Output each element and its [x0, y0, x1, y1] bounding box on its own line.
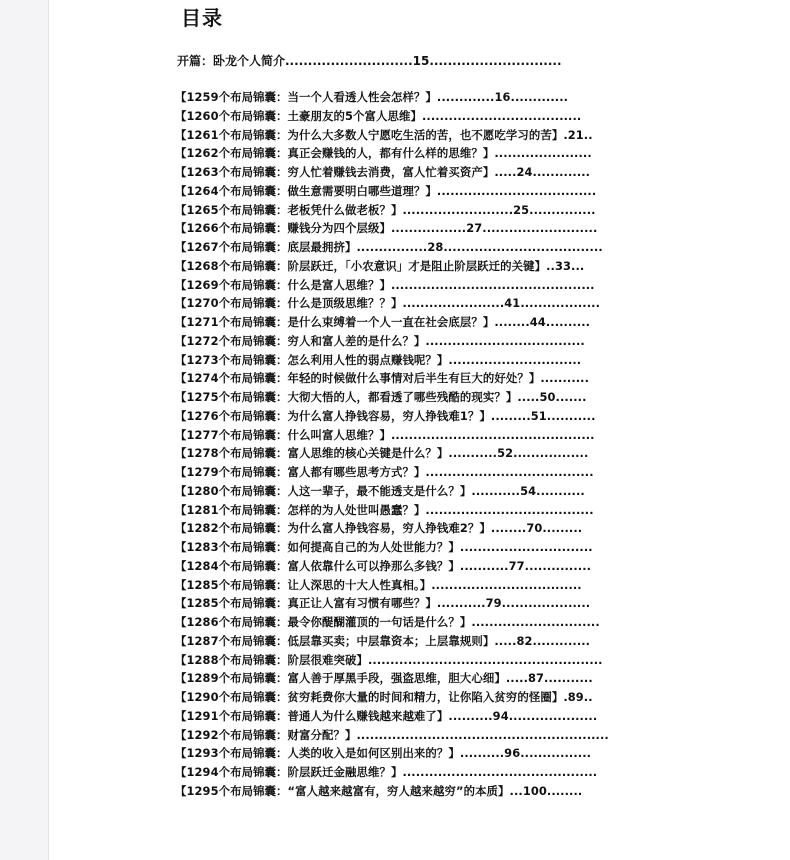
toc-entry — [175, 238, 731, 257]
toc-entry-text: 【1279个布局锦囊：富人都有哪些思考方式？】...................................... — [175, 465, 594, 479]
toc-entry-text: 【1271个布局锦囊：是什么束缚着一个人一直在社会底层？】........44.......... — [175, 315, 591, 329]
toc-entry — [175, 482, 731, 501]
toc-entry-text: 【1270个布局锦囊：什么是顶级思维？？】.......................41.................. — [175, 296, 601, 311]
toc-entry-text: 【1285个布局锦囊：让人深思的十大人性真相。】.................................. — [175, 577, 582, 592]
toc-entry — [175, 313, 731, 332]
toc-entry — [175, 369, 731, 388]
toc-entry-text: 【1283个布局锦囊：如何提高自己的为人处世能力？】.............................. — [175, 540, 593, 554]
toc-entry — [175, 388, 731, 407]
toc-entry-text: 【1286个布局锦囊：最令你醍醐灌顶的一句话是什么？】............................. — [175, 615, 600, 629]
toc-entry — [175, 332, 731, 351]
toc-entry-text: 【1284个布局锦囊：富人依靠什么可以挣那么多钱？】...........77............... — [175, 558, 592, 573]
toc-entry — [175, 144, 731, 163]
toc-entry-text: 【1264个布局锦囊：做生意需要明白哪些道理？】.................................... — [175, 183, 597, 198]
toc-entry — [175, 613, 731, 632]
toc-entry — [175, 557, 731, 576]
toc-entry — [175, 276, 731, 295]
toc-entry — [175, 688, 731, 707]
toc-entry — [175, 88, 731, 107]
toc-entry-text: 【1260个布局锦囊：土豪朋友的5个富人思维】.................................... — [175, 108, 582, 123]
toc-entry-text: 【1266个布局锦囊：赚钱分为四个层级】.................27.......................... — [175, 221, 598, 236]
toc-entry-text: 【1287个布局锦囊：低层靠买卖；中层靠资本；上层靠规则】.....82............. — [175, 633, 591, 648]
toc-entry — [175, 519, 731, 538]
toc-entry-text: 【1278个布局锦囊：富人思维的核心关键是什么？】...........52................. — [175, 446, 589, 461]
toc-entry-text: 【1276个布局锦囊：为什么富人挣钱容易，穷人挣钱难1？】.........51........... — [175, 408, 596, 423]
toc-entry-text: 【1292个布局锦囊：财富分配？】......................................................... — [175, 727, 609, 742]
toc-entry — [175, 744, 731, 763]
toc-entry — [175, 651, 731, 670]
toc-entry-text: 【1267个布局锦囊：底层最拥挤】................28.................................... — [175, 240, 603, 254]
toc-entry-text: 【1294个布局锦囊：阶层跃迁金融思维？】............................................ — [175, 765, 598, 779]
toc-entry — [175, 463, 731, 482]
toc-entry-text: 【1272个布局锦囊：穷人和富人差的是什么？】.................................... — [175, 333, 585, 348]
toc-entry — [175, 426, 731, 445]
toc-entry — [175, 201, 731, 220]
toc-entry — [175, 538, 731, 557]
toc-entry-text: 【1259个布局锦囊：当一个人看透人性会怎样？】.............16............. — [175, 90, 569, 104]
toc-entry-text: 【1295个布局锦囊：“富人越来越富有，穷人越来越穷”的本质】...100........ — [175, 783, 583, 798]
toc-entry-text: 【1291个布局锦囊：普通人为什么赚钱越来越难了】..........94.................... — [175, 708, 598, 723]
toc-entry-text: 【1289个布局锦囊：富人善于厚黑手段，强盗思维，胆大心细】.....87........... — [175, 671, 593, 686]
toc-entry — [175, 782, 731, 801]
toc-entry-text: 【1265个布局锦囊：老板凭什么做老板？】.........................25............... — [175, 202, 596, 217]
toc-entry — [175, 501, 731, 520]
toc-entry — [175, 219, 731, 238]
toc-entry — [175, 669, 731, 688]
toc-list — [175, 88, 731, 801]
toc-entry — [175, 182, 731, 201]
toc-entry — [175, 726, 731, 745]
toc-entry-text: 【1275个布局锦囊：大彻大悟的人，都看透了哪些残酷的现实？】.....50....... — [175, 390, 587, 404]
toc-intro-entry: 开篇：卧龙个人简介............................15............................. — [177, 54, 562, 68]
toc-entry — [175, 294, 731, 313]
toc-entry — [175, 632, 731, 651]
toc-entry-text: 【1274个布局锦囊：年轻的时候做什么事情对后半生有巨大的好处？】........... — [175, 371, 590, 386]
toc-entry-text: 【1268个布局锦囊：阶层跃迁，「小农意识」才是阻止阶层跃迁的关键】..33... — [175, 258, 585, 273]
toc-entry — [175, 107, 731, 126]
document-page — [48, 0, 790, 860]
toc-entry-text: 【1290个布局锦囊：贫穷耗费你大量的时间和精力，让你陷入贫穷的怪圈】.89.. — [175, 690, 593, 704]
toc-entry-text: 【1261个布局锦囊：为什么大多数人宁愿吃生活的苦，也不愿吃学习的苦】.21.. — [175, 127, 593, 142]
toc-entry-text: 【1281个布局锦囊：怎样的为人处世叫愚蠢？】...................................... — [175, 502, 594, 517]
toc-entry — [175, 707, 731, 726]
toc-entry — [175, 444, 731, 463]
toc-entry-text: 【1285个布局锦囊：真正让人富有习惯有哪些？】...........79.................... — [175, 596, 591, 611]
toc-entry — [175, 594, 731, 613]
toc-entry — [175, 763, 731, 782]
toc-entry-text: 【1273个布局锦囊：怎么利用人性的弱点赚钱呢？】.............................. — [175, 352, 582, 367]
toc-entry — [175, 407, 731, 426]
toc-entry-text: 【1269个布局锦囊：什么是富人思维？】.............................................. — [175, 277, 595, 292]
toc-entry-text: 【1293个布局锦囊：人类的收入是如何区别出来的？】..........96................ — [175, 746, 592, 761]
toc-entry-text: 【1280个布局锦囊：人这一辈子，最不能透支是什么？】...........54........... — [175, 483, 585, 498]
toc-entry-text: 【1262个布局锦囊：真正会赚钱的人，都有什么样的思维？】...................... — [175, 146, 592, 161]
toc-entry-text: 【1288个布局锦囊：阶层很难突破】..................................................... — [175, 652, 603, 667]
toc-entry — [175, 576, 731, 595]
toc-entry — [175, 126, 731, 145]
toc-entry — [175, 257, 731, 276]
toc-title: 目录 — [181, 6, 223, 30]
toc-entry-text: 【1277个布局锦囊：什么叫富人思维？】.............................................. — [175, 427, 595, 442]
toc-entry-text: 【1282个布局锦囊：为什么富人挣钱容易，穷人挣钱难2？】........70......... — [175, 521, 583, 536]
toc-entry-text: 【1263个布局锦囊：穷人忙着赚钱去消费，富人忙着买资产】.....24............. — [175, 165, 591, 179]
toc-entry — [175, 351, 731, 370]
toc-entry — [175, 163, 731, 182]
